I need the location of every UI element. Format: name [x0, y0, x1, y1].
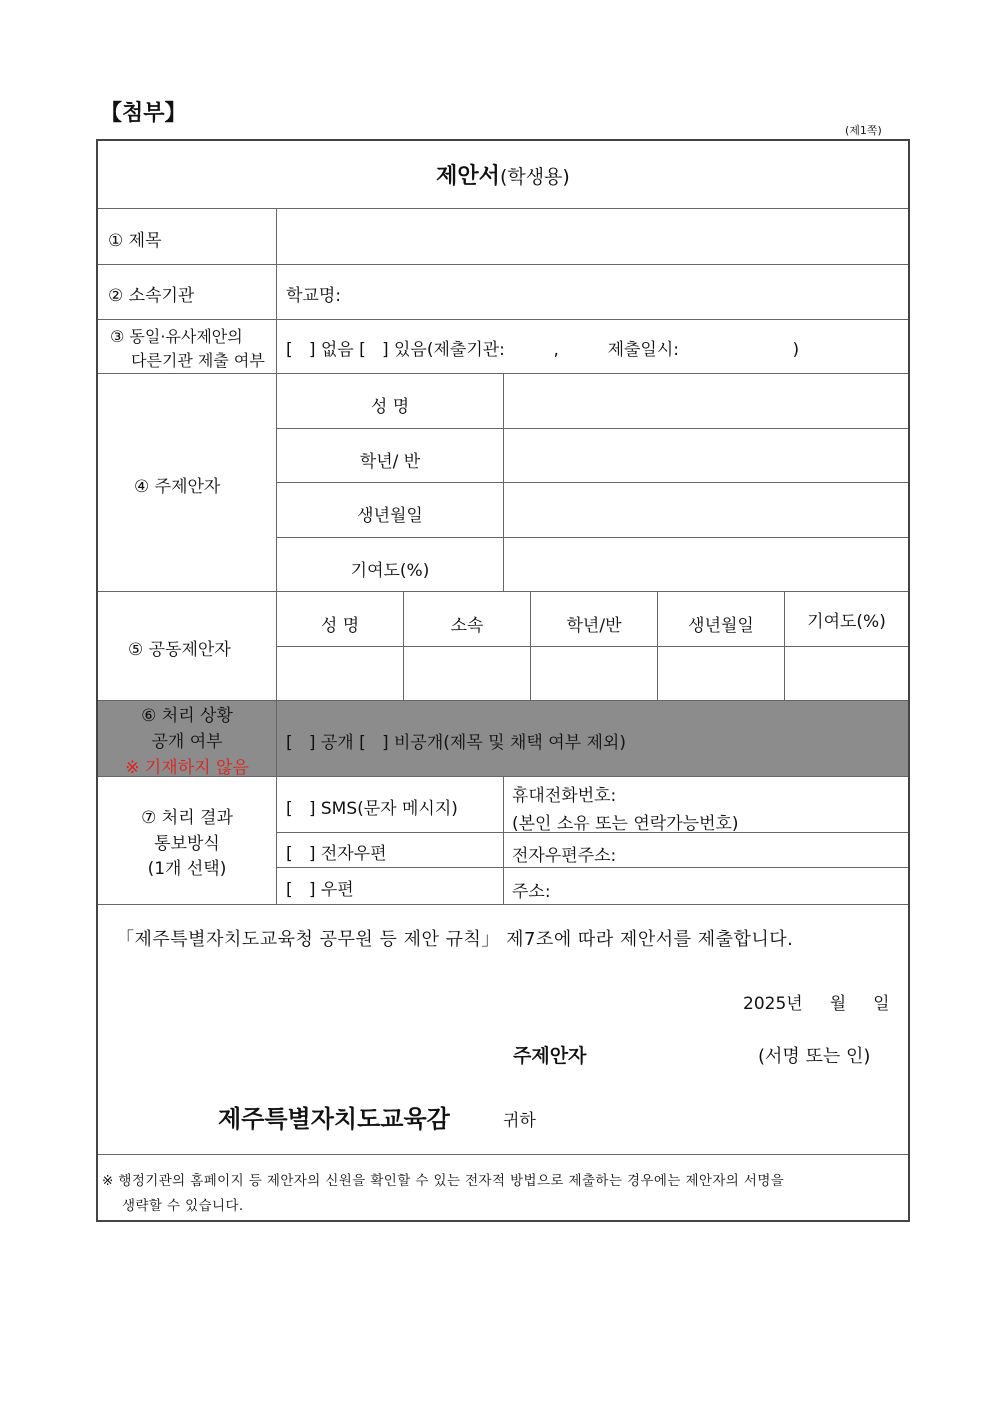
email-address-label: 전자우편주소: — [512, 846, 617, 866]
phone-number-label: 휴대전화번호: — [512, 786, 617, 806]
row-label-notification-line3: (1개 선택) — [147, 859, 227, 879]
divider — [98, 264, 908, 265]
co-proposer-birthdate-input[interactable] — [658, 647, 784, 700]
co-proposer-affiliation-input[interactable] — [404, 647, 530, 700]
divider — [98, 591, 908, 592]
row-label-duplicate-line2: 다른기관 제출 여부 — [131, 351, 265, 370]
row-label-disclosure-line2: 공개 여부 — [151, 732, 223, 752]
co-proposer-name-input[interactable] — [277, 647, 403, 700]
recipient-suffix: 귀하 — [503, 1111, 536, 1131]
row-label-notification-line2: 통보방식 — [154, 834, 220, 854]
disclosure-options: [ ] 공개 [ ] 비공개(제목 및 채택 여부 제외) — [286, 733, 626, 753]
field-label-contribution: 기여도(%) — [350, 561, 430, 581]
email-option[interactable]: [ ] 전자우편 — [286, 844, 387, 864]
co-header-grade-class: 학년/반 — [566, 616, 622, 636]
sms-option[interactable]: [ ] SMS(문자 메시지) — [286, 799, 458, 819]
row-label-co-proposer: ⑤ 공동제안자 — [128, 640, 231, 660]
proposer-label: 주제안자 — [513, 1045, 587, 1067]
attachment-label: 【첨부】 — [100, 101, 187, 126]
row-label-disclosure-line1: ⑥ 처리 상황 — [141, 706, 233, 726]
field-label-grade-class: 학년/ 반 — [359, 452, 421, 472]
recipient: 제주특별자치도교육감 — [218, 1105, 450, 1133]
form-title-sub: (학생용) — [499, 166, 570, 188]
co-proposer-grade-input[interactable] — [531, 647, 657, 700]
title-input-cell[interactable] — [277, 209, 908, 264]
do-not-fill-note: ※ 기재하지 않음 — [125, 758, 249, 778]
phone-number-note: (본인 소유 또는 연락가능번호) — [512, 814, 739, 834]
row-label-duplicate-line1: ③ 동일·유사제안의 — [110, 327, 243, 346]
divider — [503, 776, 504, 904]
divider — [98, 1154, 908, 1155]
row-label-affiliation: ② 소속기관 — [108, 286, 195, 306]
divider — [98, 904, 908, 905]
duplicate-submission-options[interactable]: [ ] 없음 [ ] 있음(제출기관: , 제출일시: ) — [286, 340, 800, 360]
main-proposer-grade-input[interactable] — [504, 429, 908, 482]
divider — [98, 319, 908, 320]
main-proposer-name-input[interactable] — [504, 374, 908, 428]
main-proposer-contribution-input[interactable] — [504, 538, 908, 591]
divider — [276, 867, 908, 868]
school-name-field[interactable]: 학교명: — [286, 286, 341, 306]
field-label-birthdate: 생년월일 — [357, 506, 423, 526]
page-number: (제1쪽) — [845, 124, 882, 137]
row-label-title: ① 제목 — [108, 231, 162, 251]
footnote-line1: ※ 행정기관의 홈페이지 등 제안자의 신원을 확인할 수 있는 전자적 방법으로 제출하는 경우에는 제안자의 서명을 — [102, 1173, 785, 1189]
form-title-main: 제안서 — [436, 164, 500, 189]
signature-label[interactable]: (서명 또는 인) — [758, 1046, 871, 1067]
co-header-affiliation: 소속 — [450, 616, 484, 636]
declaration-text: 「제주특별자치도교육청 공무원 등 제안 규칙」 제7조에 따라 제안서를 제출합니다. — [116, 929, 794, 950]
proposal-form — [96, 139, 910, 1222]
form-title — [98, 159, 908, 190]
co-header-birthdate: 생년월일 — [688, 616, 754, 636]
footnote-line2: 생략할 수 있습니다. — [122, 1198, 244, 1214]
main-proposer-birthdate-input[interactable] — [504, 483, 908, 537]
field-label-name: 성 명 — [370, 397, 410, 417]
address-label: 주소: — [512, 882, 551, 902]
row-label-notification-line1: ⑦ 처리 결과 — [141, 808, 233, 828]
submission-date: 2025년 월 일 — [743, 994, 890, 1014]
co-header-contribution: 기여도(%) — [807, 612, 886, 632]
co-proposer-contribution-input[interactable] — [785, 647, 908, 700]
post-option[interactable]: [ ] 우편 — [286, 880, 354, 900]
row-label-main-proposer: ④ 주제안자 — [134, 477, 221, 497]
co-header-name: 성 명 — [320, 616, 360, 636]
